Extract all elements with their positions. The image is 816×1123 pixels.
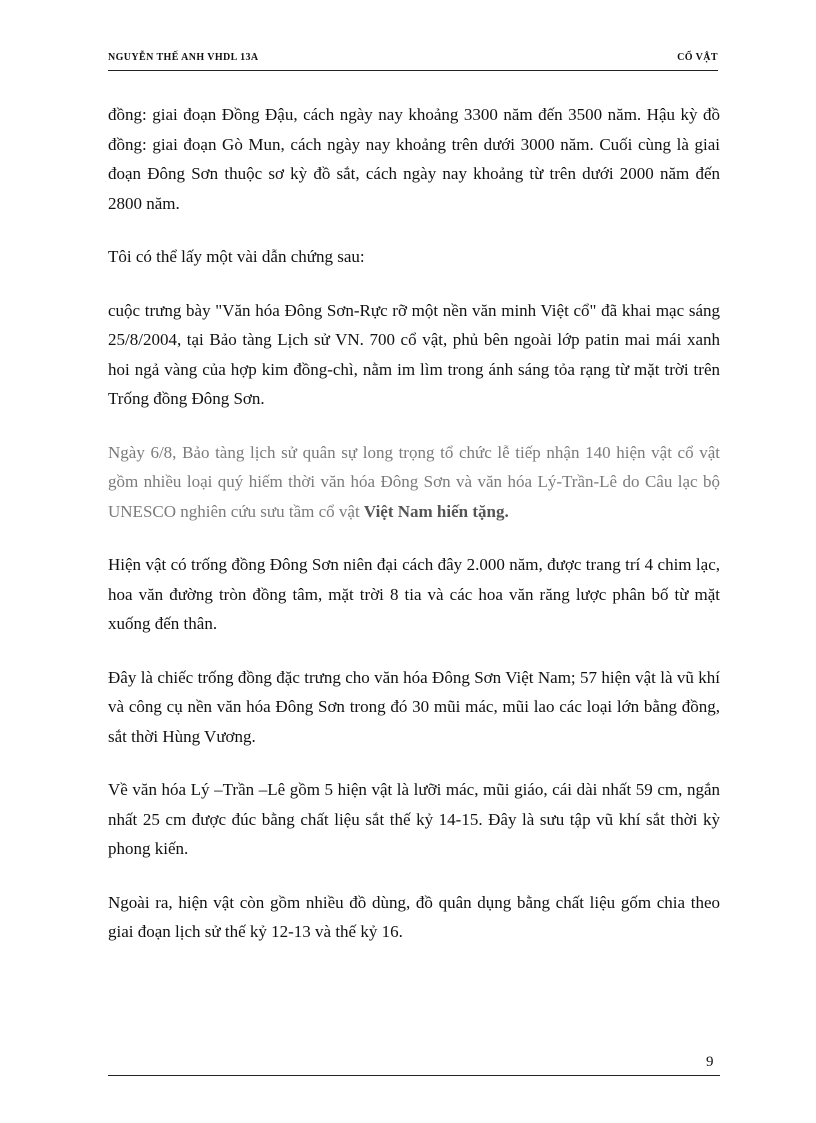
page-number: 9 [706, 1054, 714, 1070]
header-divider [108, 70, 718, 71]
footer-divider [108, 1075, 720, 1076]
paragraph-weapons: Đây là chiếc trống đồng đặc trưng cho văn hóa Đông Sơn Việt Nam; 57 hiện vật là vũ khí và công cụ nền văn hóa Đông Sơn trong đó 30 mũi mác, mũi lao các loại lớn bằng đồng, sắt thời Hùng Vương. [108, 667, 720, 746]
page-header [108, 52, 718, 70]
paragraph-museum-donation-emphasis: Việt Nam hiến tặng. [363, 501, 509, 521]
header-author: NGUYỄN THẾ ANH VHDL 13A [108, 52, 259, 63]
paragraph-evidence-intro: Tôi có thể lấy một vài dẫn chứng sau: [108, 247, 365, 266]
paragraph-exhibition: cuộc trưng bày "Văn hóa Đông Sơn-Rực rỡ một nền văn minh Việt cổ" đã khai mạc sáng 25/8/2004, tại Bảo tàng Lịch sử VN. 700 cổ vật, phủ bên ngoài lớp patin mai mái xanh hoi ngả vàng của hợp kim đồng-chì, nằm im lìm trong ánh sáng tỏa rạng từ mặt trời trên Trống đồng Đông Sơn. [108, 300, 720, 408]
header-title: CỔ VẬT [677, 52, 718, 63]
paragraph-bronze-age-periods: đồng: giai đoạn Đồng Đậu, cách ngày nay khoảng 3300 năm đến 3500 năm. Hậu kỳ đồ đồng: giai đoạn Gò Mun, cách ngày nay khoảng trên dưới 3000 năm. Cuối cùng là giai đoạn Đông Sơn thuộc sơ kỳ đồ sắt, cách ngày nay khoảng từ trên dưới 2000 năm đến 2800 năm. [108, 105, 720, 213]
paragraph-bronze-drum: Hiện vật có trống đồng Đông Sơn niên đại cách đây 2.000 năm, được trang trí 4 chim lạc, hoa văn đường tròn đồng tâm, mặt trời 8 tia và các hoa văn răng lược phân bố từ mặt xuống đến thân. [108, 555, 720, 633]
paragraph-ly-tran-le: Về văn hóa Lý –Trần –Lê gồm 5 hiện vật là lưỡi mác, mũi giáo, cái dài nhất 59 cm, ngắn nhất 25 cm được đúc bằng chất liệu sắt thế kỷ 14-15. Đây là sưu tập vũ khí sắt thời kỳ phong kiến. [108, 780, 720, 858]
paragraph-museum-donation [108, 438, 720, 527]
document-body [108, 100, 720, 971]
paragraph-ceramics: Ngoài ra, hiện vật còn gồm nhiều đồ dùng, đồ quân dụng bằng chất liệu gốm chia theo giai đoạn lịch sử thế kỷ 12-13 và thế kỷ 16. [108, 892, 720, 941]
paragraph-museum-donation-text: Ngày 6/8, Bảo tàng lịch sử quân sự long trọng tổ chức lễ tiếp nhận 140 hiện vật cổ vật gồm nhiều loại quý hiếm thời văn hóa Đông Sơn và văn hóa Lý-Trần-Lê do Câu lạc bộ UNESCO nghiên cứu sưu tầm cổ vật [108, 442, 720, 521]
